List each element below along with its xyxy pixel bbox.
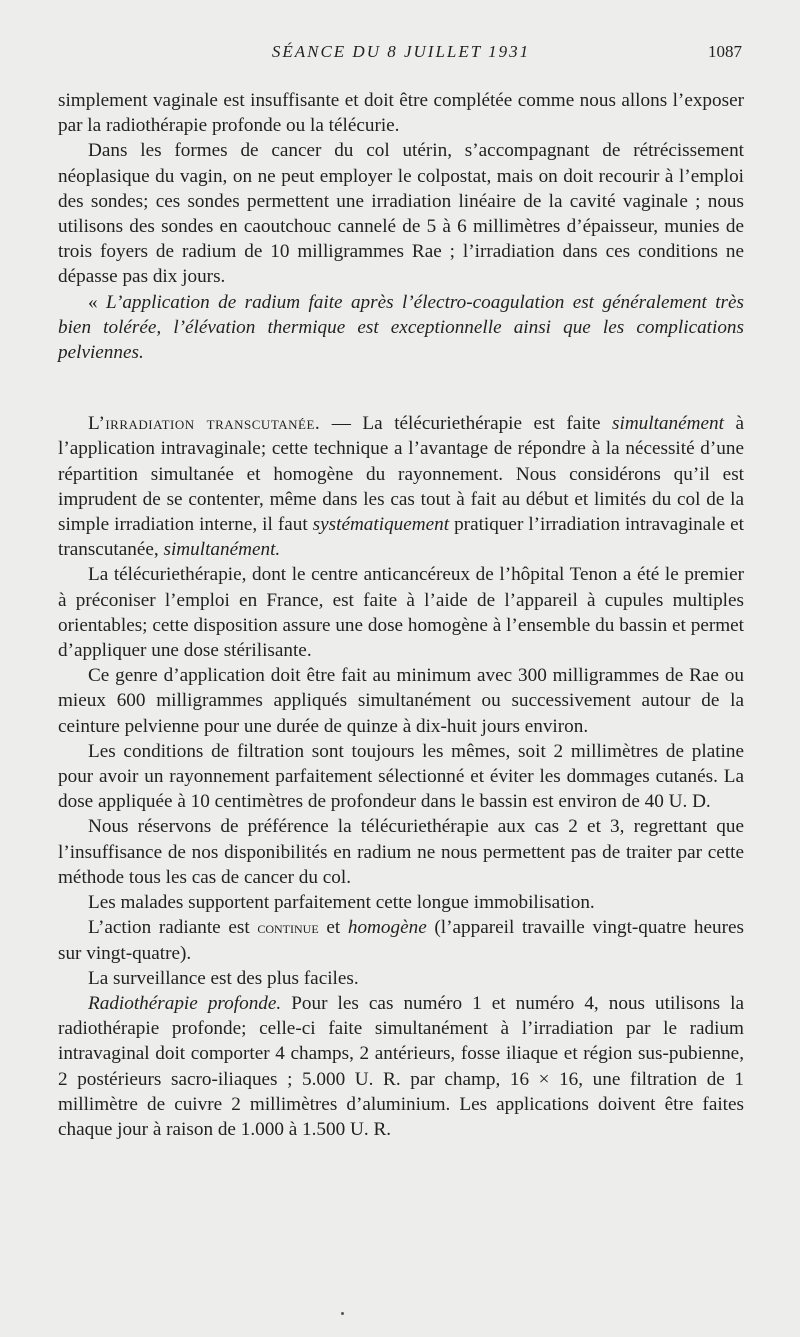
p10-smallcaps: continue [257, 918, 319, 938]
running-title: SÉANCE DU 8 JUILLET 1931 [271, 42, 531, 61]
paragraph-1: simplement vaginale est insuffisante et doit être complétée comme nous allons l’exposer par la radiothérapie profonde ou la télécurie. [58, 90, 744, 137]
page-number: 1087 [708, 42, 742, 61]
p10-a: L’action radiante est [88, 917, 258, 939]
paragraph-4 [58, 411, 744, 562]
paragraph-12 [58, 991, 744, 1142]
p4-dash: — La télécuriethérapie est faite [320, 413, 613, 435]
paragraph-6: Ce genre d’application doit être fait au minimum avec 300 milligrammes de Rae ou mieux 600 milligrammes appliqués simultanément ou successivement autour de la ceinture pelvienne pour une durée de quinze à dix-huit jours environ. [58, 665, 744, 737]
p12-text: Pour les cas numéro 1 et numéro 4, nous utilisons la radiothérapie profonde; celle-ci faite simultanément à l’irradiation par le radium intravaginal doit comporter 4 champs, 2 antérieurs, fosse iliaque et région sus-pubienne, 2 postérieurs sacro-iliaques ; 5.000 U. R. par champ, 16 × 16, une filtration de 1 millimètre de cuivre 2 millimètres d’aluminium. Les applications doivent être faites chaque jour à raison de 1.000 à 1.500 U. R. [58, 992, 744, 1140]
paragraph-8: Nous réservons de préférence la télécuriethérapie aux cas 2 et 3, regrettant que l’insuffisance de nos disponibilités en radium ne nous permettent pas de traiter par cette méthode tous les cas de cancer du col. [58, 816, 744, 888]
p4-text-2: pratiquer l’irradiation intravaginale et transcutanée, [58, 514, 744, 561]
p10-b: et [318, 917, 348, 939]
p4-italic-1: simultanément [612, 413, 724, 435]
stray-dot [341, 1312, 344, 1315]
quote-text: L’application de radium faite après l’électro-coagulation est généralement très bien tolérée, l’élévation thermique est exceptionnelle ainsi que les complications pelviennes. [58, 291, 744, 364]
p10-c: (l’appareil travaille vingt-quatre heures sur vingt-quatre). [58, 917, 744, 964]
quote-mark: « [88, 291, 106, 313]
p10-italic: homogène [347, 917, 427, 939]
paragraph-9: Les malades supportent parfaitement cette longue immobilisation. [88, 892, 595, 914]
page-header [60, 42, 742, 66]
p4-italic-2: systématiquement [312, 514, 450, 536]
paragraph-5: La télécuriethérapie, dont le centre anticancéreux de l’hôpital Tenon a été le premier à préconiser l’emploi en France, est faite à l’aide de l’appareil à cupules multiples orientables; cette disposition assure une dose homogène à l’ensemble du bassin et permet d’appliquer une dose stérilisante. [58, 564, 744, 662]
p4-italic-3: simultanément. [163, 539, 281, 561]
paragraph-2: Dans les formes de cancer du col utérin, s’accompagnant de rétrécissement néoplasique du vagin, on ne peut employer le colpostat, mais on doit recourir à l’emploi des sondes; ces sondes permettent une irradiation linéaire de la cavité vaginale ; nous utilisons des sondes en caoutchouc cannelé de 5 à 6 millimètres d’épaisseur, munies de trois foyers de radium de 10 milligrammes Rae ; l’irradiation dans ces conditions ne dépasse pas dix jours. [58, 140, 744, 288]
paragraph-7: Les conditions de filtration sont toujours les mêmes, soit 2 millimètres de platine pour avoir un rayonnement parfaitement sélectionné et éviter les dommages cutanés. La dose appliquée à 10 centimètres de profondeur dans le bassin est environ de 40 U. D. [58, 740, 744, 813]
paragraph-10 [58, 915, 744, 965]
p12-italic: Radiothérapie profonde. [88, 992, 282, 1014]
paragraph-3 [58, 290, 744, 366]
paragraph-11: La surveillance est des plus faciles. [88, 967, 359, 989]
p4-text-1: à l’application intravaginale; cette technique a l’avantage de répondre à la nécessité d’une répartition simultanée et homogène du rayonnement. Nous considérons qu’il est imprudent de se contenter, même dans les cas tout à fait au début et limités du col de la simple irradiation interne, il faut [58, 413, 744, 536]
body-text [58, 88, 744, 1142]
section-heading: L’irradiation transcutanée. [88, 413, 321, 435]
